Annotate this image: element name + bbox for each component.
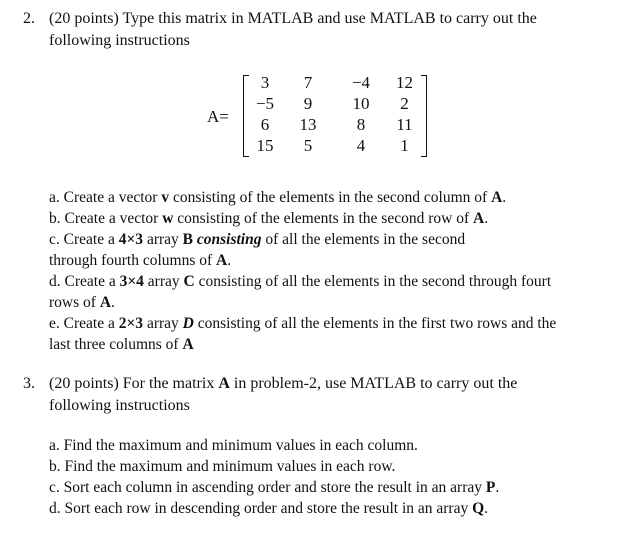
problem-2-item-a: a. Create a vector v consisting of the elements in the second column of A.	[49, 189, 507, 206]
matrix-right-bracket	[421, 75, 427, 157]
problem-3-item-a: a. Find the maximum and minimum values in each column.	[49, 437, 418, 454]
problem-2-number: 2.	[23, 10, 35, 27]
matrix-cell: 9	[303, 94, 313, 113]
problem-3-line-1: (20 points) For the matrix A in problem-2, use MATLAB to carry out the	[49, 375, 518, 392]
matrix-a	[248, 72, 421, 156]
matrix-row	[248, 114, 421, 135]
problem-2-item-e: e. Create a 2×3 array D consisting of all the elements in the first two rows and the	[49, 315, 557, 332]
matrix-row	[248, 93, 421, 114]
matrix-cell: 2	[400, 94, 409, 113]
matrix-cell: 10	[352, 94, 370, 113]
problem-2-line-2: following instructions	[49, 32, 190, 49]
matrix-cell: 13	[299, 115, 317, 134]
problem-3-line-2: following instructions	[49, 397, 190, 414]
matrix-label: A=	[207, 107, 229, 126]
matrix-row	[248, 135, 421, 156]
matrix-cell: 3	[260, 73, 270, 92]
problem-2-item-c: c. Create a 4×3 array B consisting of all the elements in the second	[49, 231, 466, 248]
problem-3-number: 3.	[23, 375, 35, 392]
problem-2-item-e-line-2: last three columns of A	[49, 336, 194, 353]
matrix-cell: −5	[255, 94, 275, 113]
matrix-cell: −4	[351, 73, 371, 92]
matrix-row	[248, 72, 421, 93]
problem-3-item-c: c. Sort each column in ascending order and store the result in an array P.	[49, 479, 500, 496]
matrix-cell: 15	[256, 136, 274, 155]
matrix-cell: 12	[396, 73, 413, 92]
problem-3-item-d: d. Sort each row in descending order and store the result in an array Q.	[49, 500, 489, 517]
matrix-cell: 1	[400, 136, 409, 155]
matrix-cell: 11	[396, 115, 413, 134]
problem-2-item-b: b. Create a vector w consisting of the elements in the second row of A.	[49, 210, 489, 227]
problem-2-item-d: d. Create a 3×4 array C consisting of all the elements in the second through fourt	[49, 273, 552, 290]
problem-2-item-c-line-2: through fourth columns of A.	[49, 252, 232, 269]
matrix-cell: 4	[356, 136, 366, 155]
matrix-cell: 6	[260, 115, 270, 134]
matrix-cell: 7	[303, 73, 313, 92]
problem-2-item-d-line-2: rows of A.	[49, 294, 115, 311]
problem-2-line-1: (20 points) Type this matrix in MATLAB and use MATLAB to carry out the	[49, 10, 537, 27]
problem-3-item-b: b. Find the maximum and minimum values in each row.	[49, 458, 396, 475]
matrix-cell: 8	[356, 115, 366, 134]
matrix-cell: 5	[303, 136, 313, 155]
